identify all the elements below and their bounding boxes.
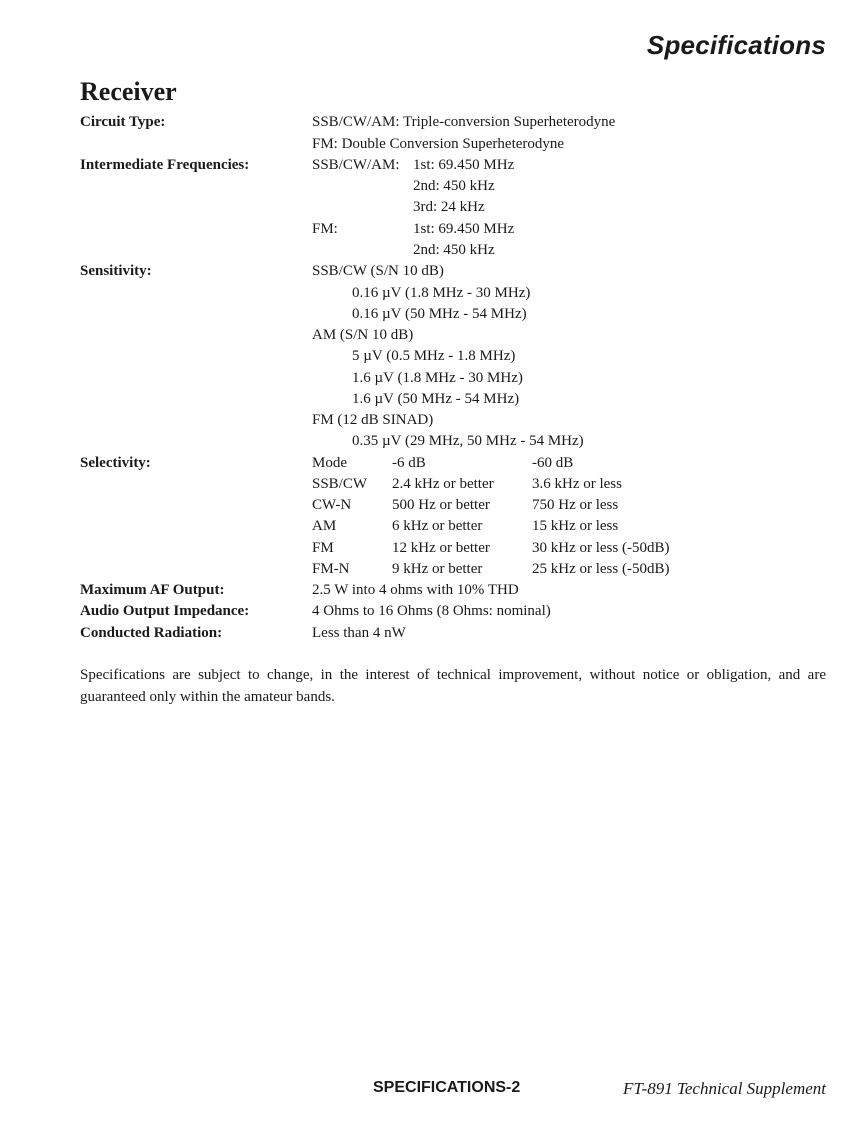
if-value: 2nd: 450 kHz <box>413 242 495 258</box>
sensitivity-group-header: AM (S/N 10 dB) <box>312 327 414 343</box>
selectivity-column-header: -6 dB <box>392 455 426 471</box>
selectivity-6db: 12 kHz or better <box>392 540 490 556</box>
selectivity-60db: 30 kHz or less (-50dB) <box>532 540 670 556</box>
disclaimer-note: Specifications are subject to change, in the interest of technical improvement, without notice or obligation, and are guaranteed only within the amateur bands. <box>80 667 826 705</box>
audio-output-impedance-label: Audio Output Impedance: <box>80 603 250 619</box>
selectivity-mode: CW-N <box>312 497 352 513</box>
audio-output-impedance-value: 4 Ohms to 16 Ohms (8 Ohms: nominal) <box>312 603 551 619</box>
sensitivity-value: 1.6 µV (50 MHz - 54 MHz) <box>352 391 520 407</box>
footer-doc-title: FT-891 Technical Supplement <box>622 1079 826 1098</box>
sensitivity-value: 0.16 µV (50 MHz - 54 MHz) <box>352 306 527 322</box>
selectivity-6db: 9 kHz or better <box>392 561 483 577</box>
conducted-radiation-value: Less than 4 nW <box>312 625 406 641</box>
selectivity-6db: 500 Hz or better <box>392 497 490 513</box>
circuit-type-value: SSB/CW/AM: Triple-conversion Superheterodyne <box>312 114 616 130</box>
sensitivity-group-header: SSB/CW (S/N 10 dB) <box>312 263 444 279</box>
sensitivity-group-header: FM (12 dB SINAD) <box>312 412 434 428</box>
if-value: 1st: 69.450 MHz <box>413 157 515 173</box>
circuit-type-value: FM: Double Conversion Superheterodyne <box>312 136 565 152</box>
sensitivity-value: 0.35 µV (29 MHz, 50 MHz - 54 MHz) <box>352 433 584 449</box>
selectivity-60db: 25 kHz or less (-50dB) <box>532 561 670 577</box>
conducted-radiation-label: Conducted Radiation: <box>80 625 223 641</box>
selectivity-6db: 2.4 kHz or better <box>392 476 494 492</box>
selectivity-6db: 6 kHz or better <box>392 518 483 534</box>
section-title-receiver: Receiver <box>80 77 177 106</box>
selectivity-60db: 15 kHz or less <box>532 518 619 534</box>
max-af-output-value: 2.5 W into 4 ohms with 10% THD <box>312 582 519 598</box>
selectivity-column-header: -60 dB <box>532 455 574 471</box>
if-value: 2nd: 450 kHz <box>413 178 495 194</box>
selectivity-60db: 3.6 kHz or less <box>532 476 622 492</box>
if-mode-ssb: SSB/CW/AM: <box>312 157 400 173</box>
sensitivity-value: 1.6 µV (1.8 MHz - 30 MHz) <box>352 370 523 386</box>
intermediate-frequencies-label: Intermediate Frequencies: <box>80 157 250 173</box>
selectivity-mode: SSB/CW <box>312 476 368 492</box>
selectivity-label: Selectivity: <box>80 455 151 471</box>
if-mode-fm: FM: <box>312 221 338 237</box>
selectivity-mode: FM <box>312 540 334 556</box>
footer-page-label: SPECIFICATIONS-2 <box>373 1079 521 1096</box>
sensitivity-value: 0.16 µV (1.8 MHz - 30 MHz) <box>352 285 531 301</box>
if-value: 3rd: 24 kHz <box>413 199 485 215</box>
if-value: 1st: 69.450 MHz <box>413 221 515 237</box>
page-header-title: Specifications <box>646 30 826 60</box>
selectivity-mode: AM <box>312 518 337 534</box>
sensitivity-value: 5 µV (0.5 MHz - 1.8 MHz) <box>352 348 516 364</box>
selectivity-column-header: Mode <box>312 455 347 471</box>
circuit-type-label: Circuit Type: <box>80 114 166 130</box>
selectivity-mode: FM-N <box>312 561 350 577</box>
selectivity-60db: 750 Hz or less <box>532 497 619 513</box>
sensitivity-label: Sensitivity: <box>80 263 152 279</box>
max-af-output-label: Maximum AF Output: <box>80 582 225 598</box>
